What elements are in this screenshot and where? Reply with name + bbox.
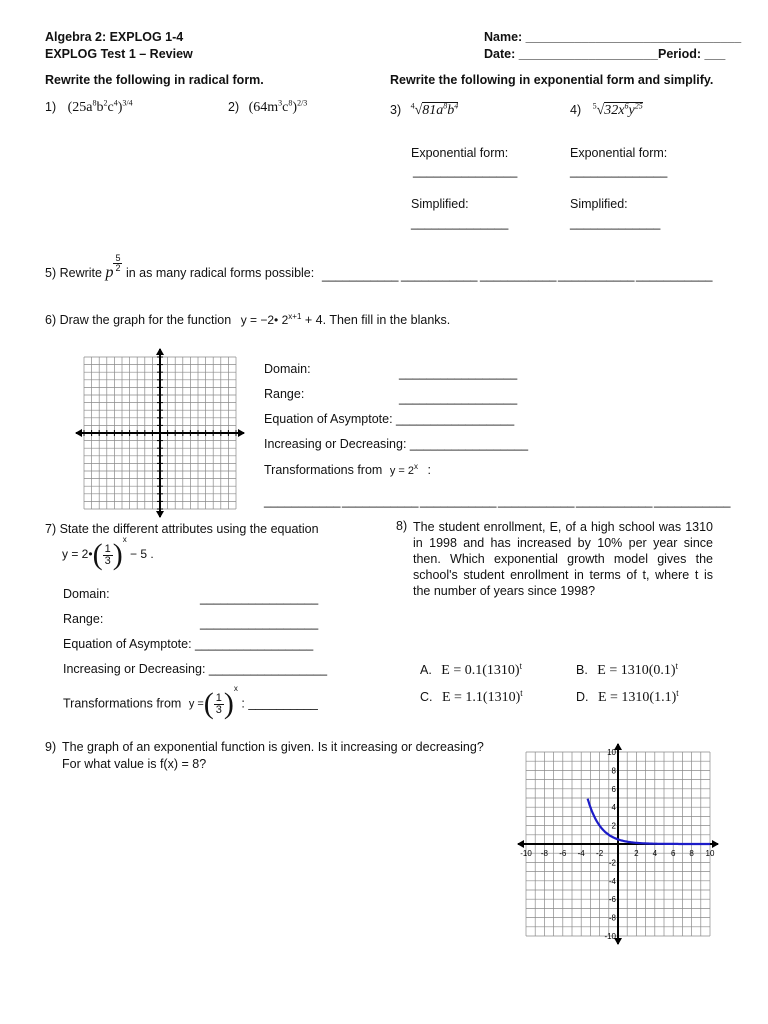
- q5-blank-1[interactable]: ___________: [322, 268, 399, 282]
- question-7-title: 7) State the different attributes using the equation: [45, 522, 319, 536]
- q3-exp-blank[interactable]: _______________: [413, 164, 518, 178]
- graph6-arrow-down: [156, 511, 164, 518]
- q8-choice-a[interactable]: A. $E = 0.1(1310)^t$: [420, 661, 522, 678]
- q6-transform-blank-4[interactable]: ___________: [498, 494, 575, 508]
- graph9-x-tick-label: 4: [652, 849, 658, 858]
- q4-simp-blank[interactable]: _____________: [570, 216, 661, 230]
- q5-blank-4[interactable]: ___________: [558, 268, 635, 282]
- question-1: 1) $(25a^8b^2c^4)^{3/4}$: [45, 98, 133, 115]
- name-field[interactable]: Name: _______________________________: [484, 30, 742, 44]
- q3-simp-blank[interactable]: ______________: [411, 216, 509, 230]
- q9-line-1: The graph of an exponential function is given. Is it increasing or decreasing?: [62, 740, 484, 754]
- q7-domain-blank[interactable]: _________________: [200, 591, 319, 605]
- graph9-x-tick-label: 6: [670, 849, 676, 858]
- q5-blank-5[interactable]: ___________: [636, 268, 713, 282]
- q6-domain-blank[interactable]: _________________: [399, 366, 518, 380]
- q4-simp-label: Simplified:: [570, 197, 628, 211]
- course-title: Algebra 2: EXPLOG 1-4: [45, 30, 184, 44]
- radical-section-title: Rewrite the following in radical form.: [45, 73, 264, 87]
- q7-incdec[interactable]: Increasing or Decreasing: _________________: [63, 662, 328, 676]
- q6-incdec[interactable]: Increasing or Decreasing: _________________: [264, 437, 529, 451]
- question-3: 3) $^4√81a^8b^4$: [390, 101, 459, 118]
- graph9-x-tick-label: -6: [559, 849, 567, 858]
- graph9-x-tick-label: -8: [540, 849, 548, 858]
- q6-asymptote[interactable]: Equation of Asymptote: _________________: [264, 412, 515, 426]
- graph9-arrow-left: [517, 840, 524, 848]
- graph9-y-tick-label: -10: [604, 932, 616, 941]
- graph-9: [516, 740, 726, 952]
- question-6: 6) Draw the graph for the function y = −2• $2^{x+1} + 4$. Then fill in the blanks.: [45, 311, 451, 327]
- q5-blank-2[interactable]: ___________: [401, 268, 478, 282]
- q8-text: The student enrollment, E, of a high school was 1310 in 1998 and has increased by 10% per year since then. Which exponential growth model gives the school's student enrollment in terms of t, where t is the number of years since 1998?: [413, 520, 713, 598]
- graph-6[interactable]: [72, 345, 248, 521]
- graph9-x-tick-label: 10: [705, 849, 715, 858]
- q7-asymptote[interactable]: Equation of Asymptote: _________________: [63, 637, 314, 651]
- graph6-arrow-up: [156, 348, 164, 355]
- q4-exp-blank[interactable]: ______________: [570, 164, 668, 178]
- test-title: EXPLOG Test 1 – Review: [45, 47, 193, 61]
- q6-transform-blank-5[interactable]: ___________: [576, 494, 653, 508]
- question-2: 2) $(64m^3c^8)^{2/3}$: [228, 98, 308, 115]
- graph9-arrow-right: [712, 840, 719, 848]
- q6-domain-label: Domain:: [264, 362, 311, 376]
- graph6-arrow-left: [75, 429, 82, 437]
- exponential-section-title: Rewrite the following in exponential form and simplify.: [390, 73, 714, 87]
- question-4: 4) $^5√32x^6y^{25}$: [570, 101, 643, 118]
- q7-range-label: Range:: [63, 612, 104, 626]
- period-field[interactable]: Period: ___: [658, 47, 726, 61]
- q3-simp-label: Simplified:: [411, 197, 469, 211]
- q6-transform-label: Transformations from $y = 2^x$ :: [264, 461, 431, 477]
- q9-line-2: For what value is f(x) = 8?: [62, 757, 207, 771]
- graph9-y-tick-label: 10: [607, 748, 616, 757]
- q7-domain-label: Domain:: [63, 587, 110, 601]
- q6-transform-blank-6[interactable]: ___________: [654, 494, 731, 508]
- graph9-x-tick-label: -10: [520, 849, 532, 858]
- q4-exp-label: Exponential form:: [570, 146, 668, 160]
- q6-range-label: Range:: [264, 387, 305, 401]
- date-field[interactable]: Date: ____________________: [484, 47, 658, 61]
- graph9-y-tick-label: 4: [611, 803, 616, 813]
- q8-choice-b[interactable]: B. $E = 1310(0.1)^t$: [576, 661, 678, 678]
- q6-range-blank[interactable]: _________________: [399, 391, 518, 405]
- graph9-y-tick-label: -2: [608, 858, 616, 868]
- graph9-y-tick-label: 2: [611, 821, 616, 831]
- graph9-y-tick-label: -6: [608, 895, 616, 905]
- q6-transform-blank-2[interactable]: ___________: [342, 494, 419, 508]
- q8-choice-c[interactable]: C. $E = 1.1(1310)^t$: [420, 688, 523, 705]
- q6-transform-blank-3[interactable]: ___________: [420, 494, 497, 508]
- graph9-x-tick-label: -4: [577, 849, 585, 858]
- q8-choice-d[interactable]: D. $E = 1310(1.1)^t$: [576, 688, 679, 705]
- graph9-x-tick-label: 8: [689, 849, 694, 858]
- graph9-x-tick-label: 2: [634, 849, 639, 858]
- q3-exp-label: Exponential form:: [411, 146, 509, 160]
- q9-number: 9): [45, 740, 57, 754]
- q8-number: 8): [396, 519, 408, 533]
- q7-equation: y = 2•( $\frac{1}{3}$ )$^x$ − 5 .: [62, 535, 154, 571]
- q6-transform-blank-1[interactable]: ___________: [264, 494, 341, 508]
- q7-range-blank[interactable]: _________________: [200, 616, 319, 630]
- graph9-x-tick-label: -2: [596, 849, 604, 858]
- graph9-y-tick-label: 8: [611, 766, 616, 776]
- graph9-y-tick-label: -4: [608, 876, 616, 886]
- question-5: 5) Rewrite p $\frac{5}{2}$ in as many radical forms possible:: [45, 253, 315, 281]
- graph6-arrow-right: [238, 429, 245, 437]
- q7-transform[interactable]: Transformations from y =( $\frac{1}{3}$ )$^x$ : __________: [63, 684, 318, 720]
- graph9-y-tick-label: -8: [608, 913, 616, 923]
- q5-blank-3[interactable]: ___________: [480, 268, 557, 282]
- graph9-y-tick-label: 6: [611, 784, 616, 794]
